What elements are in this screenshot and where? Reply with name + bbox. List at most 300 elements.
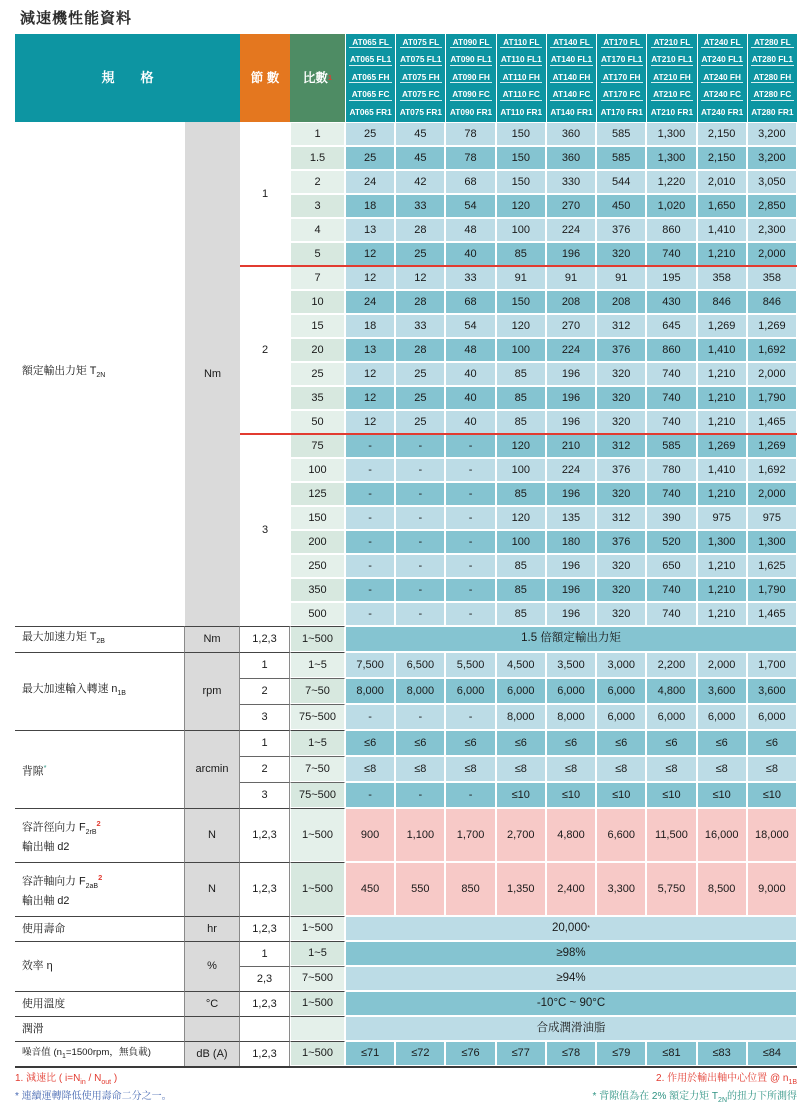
data-cell: - bbox=[395, 602, 445, 626]
data-cell: 1,790 bbox=[747, 386, 797, 410]
model-name: AT110 FC bbox=[500, 90, 542, 101]
data-cell: - bbox=[345, 458, 395, 482]
data-cell: 846 bbox=[697, 290, 747, 314]
text-segment: 2rB bbox=[85, 828, 97, 836]
spec-label bbox=[15, 122, 185, 626]
text-segment: 2aB bbox=[85, 882, 99, 890]
data-cell: 585 bbox=[596, 146, 646, 170]
data-cell: 2,000 bbox=[747, 242, 797, 266]
data-cell: 6,000 bbox=[596, 678, 646, 704]
merged-value-cell bbox=[345, 1016, 797, 1041]
text-segment: 1B bbox=[788, 1079, 797, 1086]
data-cell: 740 bbox=[646, 482, 696, 506]
model-name: AT240 FC bbox=[701, 90, 743, 101]
data-cell: - bbox=[345, 554, 395, 578]
data-cell: 1,692 bbox=[747, 458, 797, 482]
text-segment: 背隙 bbox=[22, 765, 44, 778]
data-cell: 1,700 bbox=[747, 652, 797, 678]
data-cell: 3,500 bbox=[546, 652, 596, 678]
footnote bbox=[592, 1090, 797, 1108]
text-segment: 使用壽命 bbox=[22, 922, 66, 935]
data-cell: 8,500 bbox=[697, 862, 747, 916]
data-cell: 390 bbox=[646, 506, 696, 530]
ratio-cell: 7~50 bbox=[290, 678, 345, 704]
model-name: AT075 FL1 bbox=[400, 54, 442, 65]
data-cell: 544 bbox=[596, 170, 646, 194]
text-segment: 2N bbox=[96, 372, 106, 380]
data-cell: 196 bbox=[546, 242, 596, 266]
data-cell: - bbox=[395, 530, 445, 554]
text-segment: ≥94% bbox=[556, 971, 586, 984]
data-cell: 3,200 bbox=[747, 146, 797, 170]
ratio-cell: 7~500 bbox=[290, 966, 345, 991]
data-cell: 150 bbox=[496, 146, 546, 170]
data-cell: 8,000 bbox=[496, 704, 546, 730]
data-cell: - bbox=[395, 578, 445, 602]
data-cell: 196 bbox=[546, 554, 596, 578]
data-cell: 1,465 bbox=[747, 410, 797, 434]
data-cell: 33 bbox=[445, 266, 495, 290]
data-cell: 740 bbox=[646, 410, 696, 434]
data-cell: 208 bbox=[546, 290, 596, 314]
unit-cell: % bbox=[185, 941, 240, 991]
data-cell: - bbox=[395, 782, 445, 808]
data-cell: 40 bbox=[445, 386, 495, 410]
data-cell: 376 bbox=[596, 458, 646, 482]
data-cell: 12 bbox=[345, 266, 395, 290]
unit-cell: Nm bbox=[185, 626, 240, 652]
data-cell: 376 bbox=[596, 338, 646, 362]
data-cell: 320 bbox=[596, 554, 646, 578]
data-cell: - bbox=[345, 704, 395, 730]
ratio-cell: 350 bbox=[290, 578, 345, 602]
data-cell: 24 bbox=[345, 290, 395, 314]
data-cell: - bbox=[345, 602, 395, 626]
text-segment: 效率 η bbox=[22, 960, 53, 972]
stage-cell: 1 bbox=[240, 941, 290, 966]
data-cell: - bbox=[445, 554, 495, 578]
data-cell: 900 bbox=[345, 808, 395, 862]
model-name: AT280 FL bbox=[751, 38, 793, 49]
data-cell: ≤8 bbox=[596, 756, 646, 782]
text-segment: 噪音值 (n bbox=[22, 1046, 62, 1058]
data-cell: 1,269 bbox=[747, 434, 797, 458]
ratio-cell: 200 bbox=[290, 530, 345, 554]
data-cell: 550 bbox=[395, 862, 445, 916]
data-cell: 975 bbox=[747, 506, 797, 530]
unit-cell: Nm bbox=[185, 122, 240, 626]
data-cell: - bbox=[345, 782, 395, 808]
ratio-cell: 1~500 bbox=[290, 862, 345, 916]
data-cell: 1,300 bbox=[697, 530, 747, 554]
data-cell: 1,269 bbox=[697, 434, 747, 458]
text-segment: 1. 減速比 ( i=N bbox=[15, 1073, 81, 1084]
data-cell: 740 bbox=[646, 242, 696, 266]
data-cell: 1,650 bbox=[697, 194, 747, 218]
data-cell: 1,300 bbox=[646, 122, 696, 146]
stage-cell: 2 bbox=[240, 678, 290, 704]
text-segment: 容許徑向力 F bbox=[22, 821, 86, 834]
data-cell: 360 bbox=[546, 122, 596, 146]
footnote-marker: 1 bbox=[327, 72, 333, 82]
merged-value-cell bbox=[345, 966, 797, 991]
ratio-cell: 1~5 bbox=[290, 652, 345, 678]
data-cell: - bbox=[345, 506, 395, 530]
data-cell: 25 bbox=[395, 362, 445, 386]
data-cell: 9,000 bbox=[747, 862, 797, 916]
data-cell: 1,210 bbox=[697, 482, 747, 506]
data-cell: ≤8 bbox=[697, 756, 747, 782]
unit-cell: N bbox=[185, 808, 240, 862]
merged-value-cell bbox=[345, 991, 797, 1016]
data-cell: 376 bbox=[596, 218, 646, 242]
model-name: AT110 FH bbox=[500, 73, 542, 84]
data-cell: 40 bbox=[445, 362, 495, 386]
spec-label bbox=[15, 730, 185, 808]
footnote bbox=[15, 1090, 172, 1104]
data-cell: 100 bbox=[496, 530, 546, 554]
data-cell: ≤8 bbox=[646, 756, 696, 782]
stage-cell: 2,3 bbox=[240, 966, 290, 991]
data-cell: - bbox=[395, 458, 445, 482]
data-cell: 224 bbox=[546, 218, 596, 242]
data-cell: - bbox=[445, 506, 495, 530]
data-cell: 40 bbox=[445, 242, 495, 266]
data-cell: 100 bbox=[496, 338, 546, 362]
data-cell: 33 bbox=[395, 314, 445, 338]
data-cell: 358 bbox=[747, 266, 797, 290]
data-cell: 450 bbox=[596, 194, 646, 218]
ratio-cell: 7~50 bbox=[290, 756, 345, 782]
data-cell: 1,790 bbox=[747, 578, 797, 602]
text-segment: * bbox=[587, 923, 591, 933]
data-cell: ≤77 bbox=[496, 1041, 546, 1066]
data-cell: - bbox=[395, 482, 445, 506]
data-cell: 196 bbox=[546, 602, 596, 626]
footnotes-right bbox=[592, 1072, 797, 1108]
data-cell: ≤83 bbox=[697, 1041, 747, 1066]
text-segment: * 背隙值為在 2% 額定力矩 T bbox=[592, 1091, 719, 1102]
data-cell: 150 bbox=[496, 122, 546, 146]
stage-cell: 1,2,3 bbox=[240, 991, 290, 1016]
data-cell: 91 bbox=[596, 266, 646, 290]
data-cell: 8,000 bbox=[345, 678, 395, 704]
stage-count-header: 節 數 bbox=[240, 34, 290, 122]
data-cell: 68 bbox=[445, 290, 495, 314]
data-cell: 11,500 bbox=[646, 808, 696, 862]
stage-cell: 1 bbox=[240, 122, 290, 266]
data-cell: ≤81 bbox=[646, 1041, 696, 1066]
data-cell: 195 bbox=[646, 266, 696, 290]
data-cell: 740 bbox=[646, 362, 696, 386]
ratio-cell: 75~500 bbox=[290, 704, 345, 730]
model-name: AT170 FL1 bbox=[601, 54, 643, 65]
model-name: AT210 FH bbox=[651, 73, 693, 84]
data-cell: ≤6 bbox=[646, 730, 696, 756]
data-cell: ≤8 bbox=[496, 756, 546, 782]
spec-label bbox=[15, 941, 185, 991]
data-cell: 196 bbox=[546, 482, 596, 506]
model-header-column bbox=[345, 34, 395, 122]
data-cell: 12 bbox=[345, 410, 395, 434]
model-name: AT140 FL1 bbox=[550, 54, 593, 65]
model-name: AT280 FL1 bbox=[751, 54, 794, 65]
data-cell: 4,500 bbox=[496, 652, 546, 678]
data-cell: 6,000 bbox=[546, 678, 596, 704]
data-cell: 48 bbox=[445, 338, 495, 362]
data-cell: 224 bbox=[546, 338, 596, 362]
data-cell: 12 bbox=[395, 266, 445, 290]
model-header-column bbox=[546, 34, 596, 122]
data-cell: 85 bbox=[496, 242, 546, 266]
data-cell: 6,000 bbox=[697, 704, 747, 730]
text-segment: 2 bbox=[96, 819, 101, 829]
data-cell: 13 bbox=[345, 218, 395, 242]
data-cell: 1,300 bbox=[646, 146, 696, 170]
ratio-cell: 150 bbox=[290, 506, 345, 530]
data-cell: 1,269 bbox=[697, 314, 747, 338]
model-name: AT075 FC bbox=[400, 90, 442, 101]
data-cell: 120 bbox=[496, 194, 546, 218]
data-cell: 135 bbox=[546, 506, 596, 530]
text-segment: ≥98% bbox=[556, 946, 586, 959]
data-cell: 12 bbox=[345, 362, 395, 386]
text-segment: 1.5 倍額定輸出力矩 bbox=[521, 632, 621, 645]
data-cell: ≤79 bbox=[596, 1041, 646, 1066]
unit-cell: arcmin bbox=[185, 730, 240, 808]
data-cell: - bbox=[395, 554, 445, 578]
ratio-cell: 1~5 bbox=[290, 730, 345, 756]
data-cell: 91 bbox=[546, 266, 596, 290]
data-cell: 3,000 bbox=[596, 652, 646, 678]
model-name: AT210 FC bbox=[651, 90, 693, 101]
data-cell: 28 bbox=[395, 338, 445, 362]
text-segment: 2. 作用於輸出軸中心位置 @ n bbox=[656, 1073, 789, 1084]
footnotes bbox=[15, 1072, 797, 1108]
text-segment: 的扭力下所測得 bbox=[727, 1091, 797, 1102]
model-name: AT110 FL1 bbox=[500, 54, 542, 65]
spec-label bbox=[15, 808, 185, 862]
ratio-cell: 75~500 bbox=[290, 782, 345, 808]
data-cell: 450 bbox=[345, 862, 395, 916]
data-cell: 28 bbox=[395, 218, 445, 242]
text-segment: 輸出軸 d2 bbox=[22, 840, 70, 853]
data-cell: 270 bbox=[546, 194, 596, 218]
data-cell: 45 bbox=[395, 146, 445, 170]
data-cell: 2,000 bbox=[747, 482, 797, 506]
text-segment: 1B bbox=[117, 690, 126, 698]
data-cell: 85 bbox=[496, 410, 546, 434]
data-cell: 2,000 bbox=[747, 362, 797, 386]
data-cell: 2,150 bbox=[697, 122, 747, 146]
data-cell: 740 bbox=[646, 386, 696, 410]
spec-header: 規 格 bbox=[15, 34, 240, 122]
data-cell: 585 bbox=[646, 434, 696, 458]
model-header-column bbox=[445, 34, 495, 122]
ratio-cell: 20 bbox=[290, 338, 345, 362]
data-cell: - bbox=[445, 482, 495, 506]
data-cell: 4,800 bbox=[546, 808, 596, 862]
ratio-cell: 1~500 bbox=[290, 991, 345, 1016]
data-cell: 520 bbox=[646, 530, 696, 554]
data-cell: 846 bbox=[747, 290, 797, 314]
merged-value-cell bbox=[345, 941, 797, 966]
data-cell: 150 bbox=[496, 290, 546, 314]
model-name: AT210 FR1 bbox=[650, 107, 694, 118]
text-segment: 使用溫度 bbox=[22, 997, 66, 1010]
spec-label bbox=[15, 916, 185, 941]
data-cell: 320 bbox=[596, 362, 646, 386]
data-cell: 78 bbox=[445, 146, 495, 170]
text-segment: / N bbox=[85, 1073, 102, 1084]
performance-table bbox=[15, 34, 797, 1068]
data-cell: 25 bbox=[395, 386, 445, 410]
text-segment: 容許軸向力 F bbox=[22, 875, 86, 888]
stage-group-separator-line bbox=[240, 265, 797, 267]
data-cell: 320 bbox=[596, 578, 646, 602]
text-segment: 2 bbox=[98, 873, 103, 883]
data-cell: ≤10 bbox=[646, 782, 696, 808]
data-cell: 1,210 bbox=[697, 602, 747, 626]
data-cell: 358 bbox=[697, 266, 747, 290]
data-cell: 2,700 bbox=[496, 808, 546, 862]
data-cell: - bbox=[445, 578, 495, 602]
stage-cell: 1,2,3 bbox=[240, 1041, 290, 1066]
data-cell: ≤8 bbox=[395, 756, 445, 782]
ratio-cell: 1~500 bbox=[290, 626, 345, 652]
spec-label bbox=[15, 1041, 185, 1066]
stage-cell: 2 bbox=[240, 756, 290, 782]
data-cell: 975 bbox=[697, 506, 747, 530]
data-cell: 120 bbox=[496, 434, 546, 458]
data-cell: 1,410 bbox=[697, 218, 747, 242]
data-cell: - bbox=[345, 578, 395, 602]
data-cell: ≤8 bbox=[345, 756, 395, 782]
data-cell: 7,500 bbox=[345, 652, 395, 678]
data-cell: ≤10 bbox=[596, 782, 646, 808]
stage-cell: 3 bbox=[240, 782, 290, 808]
model-name: AT210 FL bbox=[651, 38, 693, 49]
data-cell: 150 bbox=[496, 170, 546, 194]
stage-cell bbox=[240, 1016, 290, 1041]
ratio-cell bbox=[290, 1016, 345, 1041]
data-cell: ≤8 bbox=[747, 756, 797, 782]
model-name: AT065 FC bbox=[349, 90, 391, 101]
model-name: AT140 FR1 bbox=[550, 107, 593, 118]
data-cell: 28 bbox=[395, 290, 445, 314]
data-cell: - bbox=[345, 482, 395, 506]
text-segment: 潤滑 bbox=[22, 1022, 44, 1035]
data-cell: 1,210 bbox=[697, 554, 747, 578]
data-cell: 5,500 bbox=[445, 652, 495, 678]
ratio-cell: 3 bbox=[290, 194, 345, 218]
ratio-cell: 500 bbox=[290, 602, 345, 626]
data-cell: 208 bbox=[596, 290, 646, 314]
stage-cell: 1,2,3 bbox=[240, 808, 290, 862]
ratio-cell: 50 bbox=[290, 410, 345, 434]
model-name: AT240 FL1 bbox=[701, 54, 743, 65]
ratio-cell: 125 bbox=[290, 482, 345, 506]
data-cell: 2,150 bbox=[697, 146, 747, 170]
model-name: AT110 FL bbox=[500, 38, 542, 49]
model-header-column bbox=[747, 34, 797, 122]
data-cell: 1,625 bbox=[747, 554, 797, 578]
data-cell: 196 bbox=[546, 578, 596, 602]
data-cell: ≤6 bbox=[546, 730, 596, 756]
data-cell: ≤6 bbox=[697, 730, 747, 756]
data-cell: 1,350 bbox=[496, 862, 546, 916]
data-cell: 740 bbox=[646, 578, 696, 602]
data-cell: ≤84 bbox=[747, 1041, 797, 1066]
ratio-cell: 35 bbox=[290, 386, 345, 410]
text-segment: 2N bbox=[718, 1097, 727, 1104]
data-cell: 320 bbox=[596, 602, 646, 626]
data-cell: 85 bbox=[496, 386, 546, 410]
data-cell: 25 bbox=[395, 242, 445, 266]
data-cell: 91 bbox=[496, 266, 546, 290]
data-cell: 320 bbox=[596, 482, 646, 506]
unit-cell: rpm bbox=[185, 652, 240, 730]
text-segment: out bbox=[101, 1079, 112, 1086]
spec-label bbox=[15, 626, 185, 652]
data-cell: 12 bbox=[345, 386, 395, 410]
model-header-column bbox=[646, 34, 696, 122]
data-cell: ≤8 bbox=[445, 756, 495, 782]
data-cell: - bbox=[345, 434, 395, 458]
model-name: AT170 FC bbox=[601, 90, 643, 101]
data-cell: ≤8 bbox=[546, 756, 596, 782]
data-cell: ≤6 bbox=[395, 730, 445, 756]
data-cell: 6,000 bbox=[747, 704, 797, 730]
data-cell: 850 bbox=[445, 862, 495, 916]
model-name: AT170 FL bbox=[601, 38, 643, 49]
data-cell: 1,100 bbox=[395, 808, 445, 862]
data-cell: 18,000 bbox=[747, 808, 797, 862]
data-cell: 1,210 bbox=[697, 362, 747, 386]
data-cell: 196 bbox=[546, 386, 596, 410]
data-cell: 85 bbox=[496, 602, 546, 626]
data-cell: - bbox=[445, 602, 495, 626]
text-segment: =1500rpm，無負載) bbox=[65, 1046, 151, 1058]
merged-value-cell bbox=[345, 916, 797, 941]
ratio-cell: 1.5 bbox=[290, 146, 345, 170]
stage-cell: 1,2,3 bbox=[240, 916, 290, 941]
ratio-cell: 2 bbox=[290, 170, 345, 194]
text-segment: ) bbox=[111, 1073, 118, 1084]
model-name: AT065 FR1 bbox=[349, 107, 392, 118]
data-cell: 1,269 bbox=[747, 314, 797, 338]
data-cell: 2,010 bbox=[697, 170, 747, 194]
data-cell: 8,000 bbox=[395, 678, 445, 704]
data-cell: 85 bbox=[496, 482, 546, 506]
data-cell: 85 bbox=[496, 362, 546, 386]
data-cell: 3,050 bbox=[747, 170, 797, 194]
data-cell: ≤10 bbox=[496, 782, 546, 808]
data-cell: 360 bbox=[546, 146, 596, 170]
model-name: AT065 FL1 bbox=[349, 54, 392, 65]
ratio-cell: 15 bbox=[290, 314, 345, 338]
data-cell: 1,220 bbox=[646, 170, 696, 194]
data-cell: 860 bbox=[646, 338, 696, 362]
data-cell: 320 bbox=[596, 242, 646, 266]
model-name: AT280 FC bbox=[751, 90, 793, 101]
text-segment: 最大加速力矩 T bbox=[22, 630, 97, 643]
data-cell: 1,300 bbox=[747, 530, 797, 554]
data-cell: 6,600 bbox=[596, 808, 646, 862]
model-name: AT170 FH bbox=[601, 73, 643, 84]
text-segment: 合成潤滑油脂 bbox=[536, 1021, 606, 1034]
data-cell: 18 bbox=[345, 314, 395, 338]
